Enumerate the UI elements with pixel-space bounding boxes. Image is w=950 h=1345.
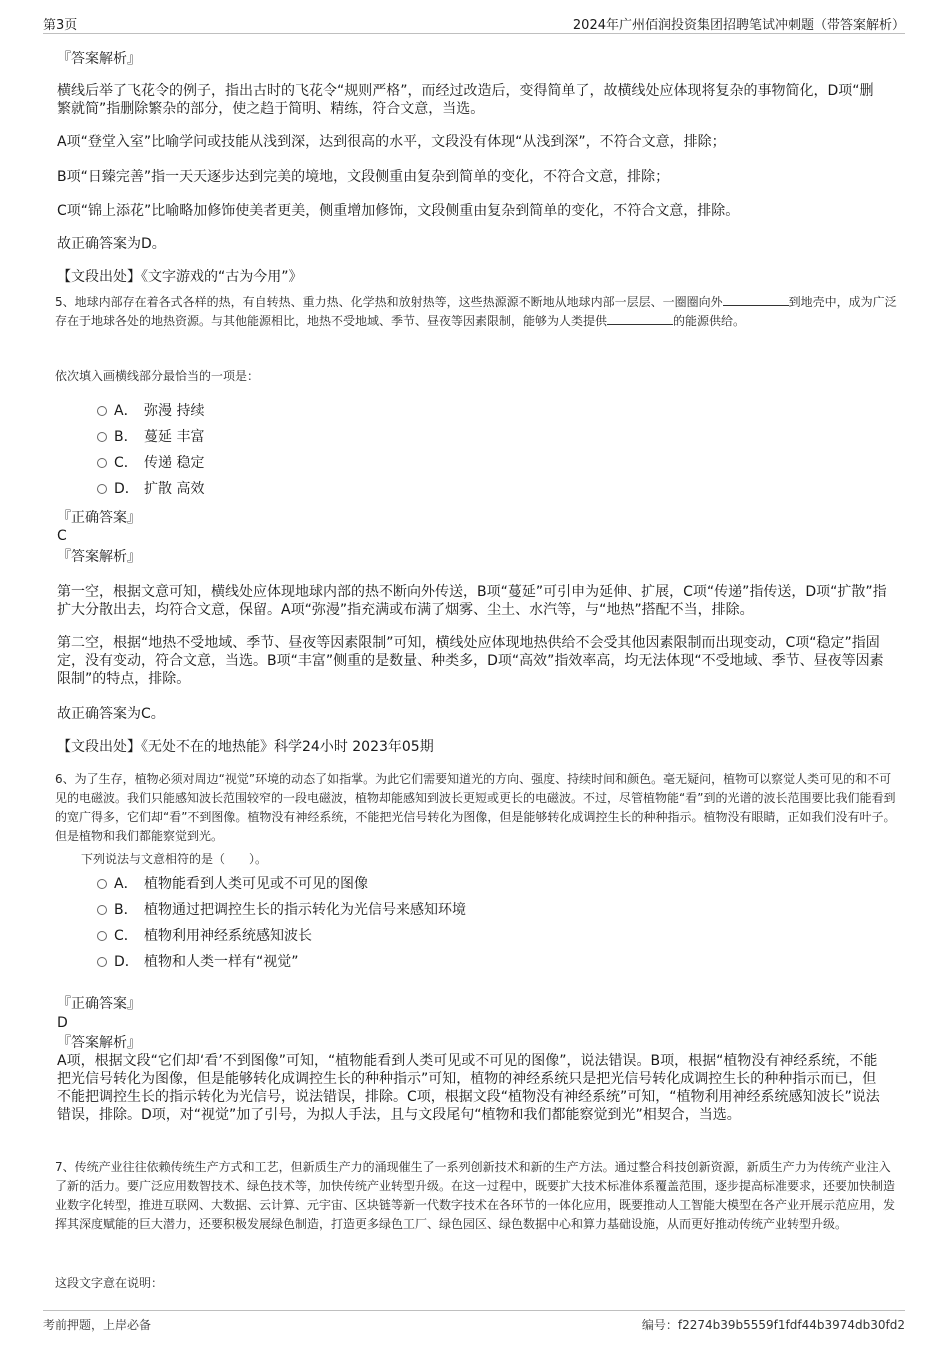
- analysis-paragraph: A项“登堂入室”比喻学问或技能从浅到深，达到很高的水平，文段没有体现“从浅到深”，不符合文意，排除；: [57, 134, 726, 150]
- option-c[interactable]: C． 传递 稳定: [97, 453, 204, 473]
- radio-icon[interactable]: [97, 957, 107, 967]
- answer-value: D: [57, 1015, 68, 1031]
- option-a[interactable]: A． 弥漫 持续: [97, 401, 204, 421]
- code-label: 编号：: [641, 1318, 678, 1332]
- source: 【文段出处】《无处不在的地热能》科学24小时 2023年05期: [57, 739, 434, 755]
- analysis-title: 『答案解析』: [57, 1035, 141, 1051]
- question-prompt: 这段文字意在说明：: [55, 1276, 164, 1290]
- analysis-title: 『答案解析』: [57, 51, 141, 67]
- stem-part-1: 5、地球内部存在着各式各样的热，有自转热、重力热、化学热和放射热等，这些热源源不断地从地球内部一层层、一圈圈向外: [55, 295, 723, 309]
- option-d[interactable]: D． 扩散 高效: [97, 479, 204, 499]
- analysis-paragraph: B项“日臻完善”指一天天逐步达到完美的境地，文段侧重由复杂到简单的变化，不符合文意，排除；: [57, 169, 670, 185]
- page-header: [43, 12, 905, 34]
- document-title: 2024年广州佰润投资集团招聘笔试冲刺题（带答案解析）: [572, 18, 905, 33]
- conclusion: 故正确答案为D。: [57, 236, 166, 252]
- radio-icon[interactable]: [97, 879, 107, 889]
- analysis-paragraph: 第二空，根据“地热不受地域、季节、昼夜等因素限制”可知，横线处应体现地热供给不会受其他因素限制而出现变动，C项“稳定”指固定，没有变动，符合文意，当选。B项“丰富”侧重的是数量、种类多，D项“高效”指效率高，均无法体现“不受地域、季节、昼夜等因素限制”的特点，排除。: [57, 635, 884, 687]
- radio-icon[interactable]: [97, 931, 107, 941]
- option-d[interactable]: D． 植物和人类一样有“视觉”: [97, 952, 299, 972]
- code-value: f2274b39b5559f1fdf44b3974db30fd2: [677, 1318, 905, 1332]
- analysis-title: 『答案解析』: [57, 549, 141, 565]
- stem-part-3: 的能源供给。: [673, 314, 746, 328]
- analysis-paragraph: 横线后举了飞花令的例子，指出古时的飞花令“规则严格”，而经过改造后，变得简单了，故横线处应体现将复杂的事物简化，D项“删繁就简”指删除繁杂的部分，使之趋于简明、精练，符合文意，当选。: [57, 83, 874, 117]
- radio-icon[interactable]: [97, 484, 107, 494]
- analysis-paragraph: 第一空，根据文意可知，横线处应体现地球内部的热不断向外传送，B项“蔓延”可引申为延伸、扩展，C项“传递”指传送，D项“扩散”指扩大分散出去，均符合文意，保留。A项“弥漫”指充满或布满了烟雾、尘土、水汽等，与“地热”搭配不当，排除。: [57, 584, 887, 618]
- blank-2: [607, 312, 673, 325]
- question-prompt: 下列说法与文意相符的是（ ）。: [81, 852, 268, 866]
- radio-icon[interactable]: [97, 905, 107, 915]
- answer-value: C: [57, 528, 67, 544]
- option-b[interactable]: B． 蔓延 丰富: [97, 427, 204, 447]
- question-stem: [55, 293, 897, 331]
- option-b[interactable]: B． 植物通过把调控生长的指示转化为光信号来感知环境: [97, 900, 466, 920]
- radio-icon[interactable]: [97, 458, 107, 468]
- question-prompt: 依次填入画横线部分最恰当的一项是：: [55, 369, 260, 383]
- question-stem: 6、为了生存，植物必须对周边“视觉”环境的动态了如指掌。为此它们需要知道光的方向、强度、持续时间和颜色。毫无疑问，植物可以察觉人类可见的和不可见的电磁波。我们只能感知波长范围较窄的一段电磁波，植物却能感知到波长更短或更长的电磁波。不过，尽管植物能“看”到的光谱的波长范围要比我们能看到的宽广得多，它们却“看”不到图像。植物没有神经系统，不能把光信号转化为图像，但是能够转化成调控生长的种种指示。植物没有眼睛，正如我们没有叶子。但是植物和我们都能察觉到光。: [55, 772, 896, 843]
- footer-slogan: 考前押题，上岸必备: [43, 1318, 152, 1332]
- analysis-paragraph: C项“锦上添花”比喻略加修饰使美者更美，侧重增加修饰，文段侧重由复杂到简单的变化，不符合文意，排除。: [57, 203, 740, 219]
- blank-1: [723, 293, 789, 306]
- page-footer: [43, 1310, 905, 1334]
- source: 【文段出处】《文字游戏的“古为今用”》: [57, 269, 303, 285]
- stem-part-2: 到地壳中，成为广泛存在于地球各处的地热资源。与其他能源相比，地热不受地域、季节、昼夜等因素限制，能够为人类提供: [55, 295, 897, 328]
- answer-title: 『正确答案』: [57, 510, 141, 526]
- radio-icon[interactable]: [97, 432, 107, 442]
- answer-title: 『正确答案』: [57, 996, 141, 1012]
- page-number: 第3页: [43, 18, 78, 33]
- radio-icon[interactable]: [97, 406, 107, 416]
- option-a[interactable]: A． 植物能看到人类可见或不可见的图像: [97, 874, 368, 894]
- analysis-paragraph: A项，根据文段“它们却‘看’不到图像”可知，“植物能看到人类可见或不可见的图像”，说法错误。B项，根据“植物没有神经系统，不能把光信号转化为图像，但是能够转化成调控生长的种种指示”可知，植物的神经系统只是把光信号转化成调控生长的种种指示而已，但不能把调控生长的指示转化为光信号，说法错误，排除。C项，根据文段“植物没有神经系统”可知，“植物利用神经系统感知波长”说法错误，排除。D项，对“视觉”加了引号，为拟人手法，且与文段尾句“植物和我们都能察觉到光”相契合，当选。: [57, 1053, 880, 1123]
- question-stem: 7、传统产业往往依赖传统生产方式和工艺，但新质生产力的涌现催生了一系列创新技术和新的生产方法。通过整合科技创新资源，新质生产力为传统产业注入了新的活力。要广泛应用数智技术、绿色技术等，加快传统产业转型升级。在这一过程中，既要扩大技术标准体系覆盖范围，逐步提高标准要求，还要加快制造业数字化转型，推进互联网、大数据、云计算、元宇宙、区块链等新一代数字技术在各环节的一体化应用，既要推动人工智能大模型在各产业开展示范应用，发挥其深度赋能的巨大潜力，还要积极发展绿色制造，打造更多绿色工厂、绿色园区、绿色数据中心和算力基础设施，从而更好推动传统产业转型升级。: [55, 1160, 896, 1231]
- document-code: [642, 1316, 905, 1333]
- conclusion: 故正确答案为C。: [57, 706, 165, 722]
- option-c[interactable]: C． 植物利用神经系统感知波长: [97, 926, 312, 946]
